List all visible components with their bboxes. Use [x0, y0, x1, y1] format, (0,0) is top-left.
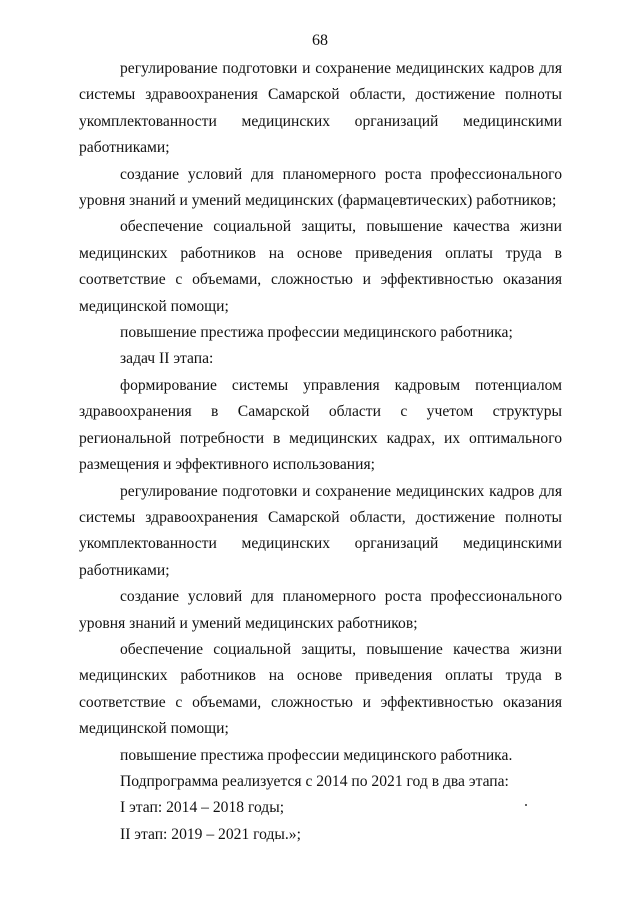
paragraph: обеспечение социальной защиты, повышение качества жизни медицинских работников на основе приведения оплаты труда в соответствие с объемами, сложностью и эффективностью оказания медицинской помощи; — [79, 218, 562, 315]
paragraph: повышение престижа профессии медицинского работника. — [120, 746, 513, 764]
paragraph: формирование системы управления кадровым потенциалом здравоохранения в Самарской области с учетом структуры региональной потребности в медицинских кадрах, их оптимального размещения и эффективного использования; — [79, 376, 562, 474]
paragraph: II этап: 2019 – 2021 годы.»; — [120, 825, 301, 843]
paragraph: регулирование подготовки и сохранение медицинских кадров для системы здравоохранения Самарской области, достижение полноты укомплектованности медицинских организаций медицинскими работниками; — [79, 482, 562, 579]
document-body — [79, 56, 562, 848]
scan-speck — [525, 804, 527, 806]
paragraph: Подпрограмма реализуется с 2014 по 2021 год в два этапа: — [120, 772, 509, 790]
paragraph: создание условий для планомерного роста профессионального уровня знаний и умений медицинских работников; — [79, 588, 562, 632]
paragraph: регулирование подготовки и сохранение медицинских кадров для системы здравоохранения Самарской области, достижение полноты укомплектованности медицинских организаций медицинскими работниками; — [79, 60, 562, 157]
paragraph: создание условий для планомерного роста профессионального уровня знаний и умений медицинских (фармацевтических) работников; — [79, 165, 562, 210]
paragraph: повышение престижа профессии медицинского работника; — [120, 324, 513, 342]
paragraph: задач II этапа: — [120, 350, 214, 368]
paragraph: I этап: 2014 – 2018 годы; — [120, 799, 285, 817]
paragraph: обеспечение социальной защиты, повышение качества жизни медицинских работников на основе приведения оплаты труда в соответствие с объемами, сложностью и эффективностью оказания медицинской помощи; — [79, 640, 562, 738]
page-number: 68 — [312, 32, 328, 49]
